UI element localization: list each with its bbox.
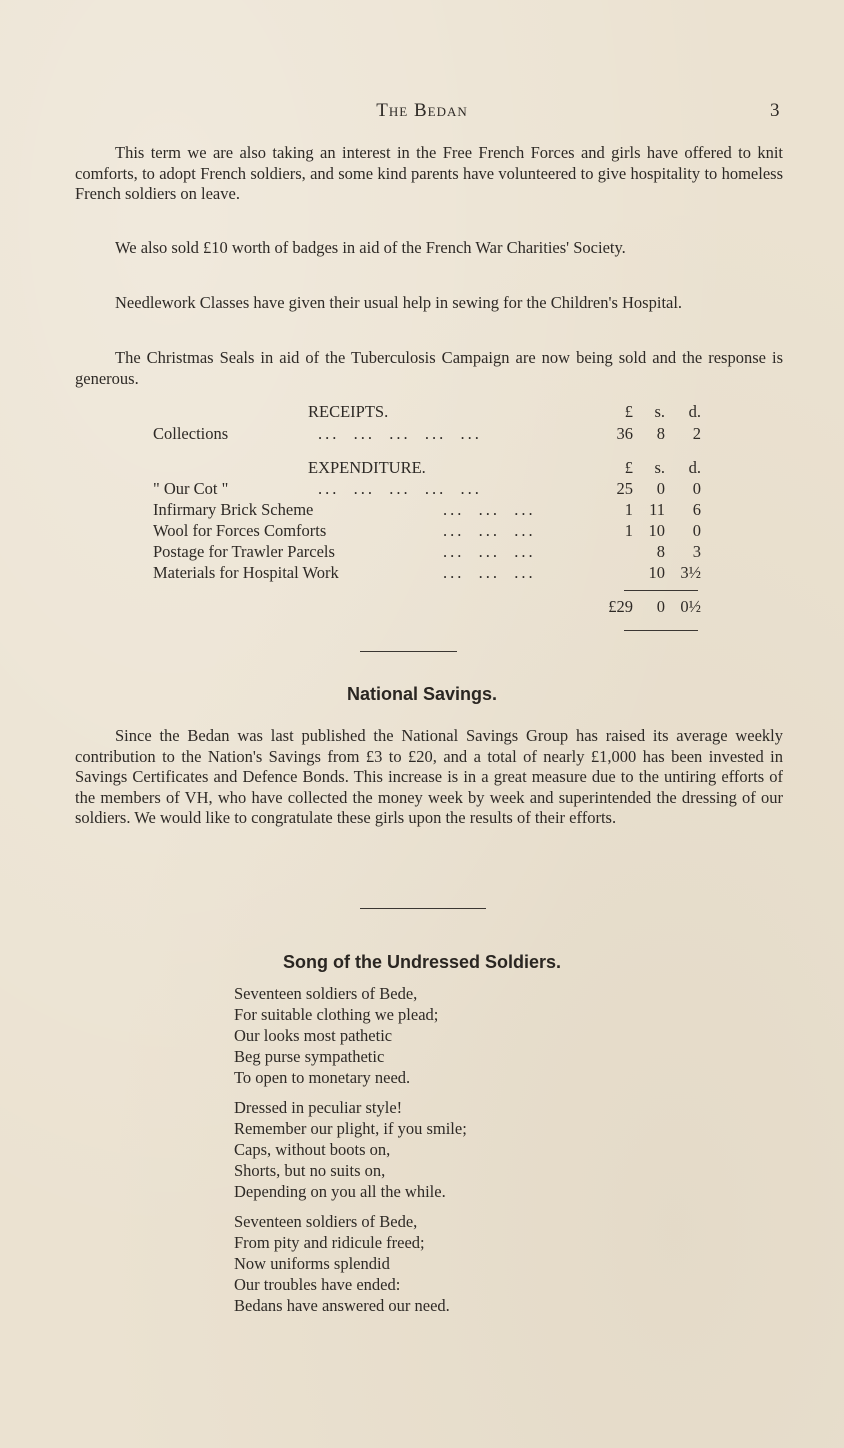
poem-line: Seventeen soldiers of Bede, xyxy=(234,984,418,1003)
national-savings-heading: National Savings. xyxy=(346,684,498,704)
total-rule-bottom xyxy=(624,630,698,631)
poem-stanza-3 xyxy=(234,1211,734,1316)
row-shillings: 10 xyxy=(648,521,665,540)
page-number: 3 xyxy=(770,100,780,121)
table-row xyxy=(153,479,713,499)
leader-dots: ... ... ... xyxy=(443,563,536,582)
row-pounds: 1 xyxy=(624,521,633,540)
poem-line: Depending on you all the while. xyxy=(234,1182,446,1201)
leader-dots: ... ... ... ... ... xyxy=(318,479,482,498)
paragraph-free-french: This term we are also taking an interest in the Free French Forces and girls have offered to knit comforts, to adopt French soldiers, and some kind parents have volunteered to give hospitality to homeless French soldiers on leave. xyxy=(75,143,783,203)
paragraph-needlework: Needlework Classes have given their usual help in sewing for the Children's Hospital. xyxy=(115,293,683,312)
total-shillings: 0 xyxy=(656,597,665,616)
poem-line: For suitable clothing we plead; xyxy=(234,1005,439,1024)
row-pounds: 36 xyxy=(616,424,633,443)
poem-stanza-2 xyxy=(234,1097,734,1202)
row-shillings: 10 xyxy=(648,563,665,582)
row-label: Wool for Forces Comforts xyxy=(153,521,327,540)
paragraph-christmas-seals: The Christmas Seals in aid of the Tuberculosis Campaign are now being sold and the response is generous. xyxy=(75,348,783,388)
row-pence: 3½ xyxy=(680,563,701,582)
poem-line: Bedans have answered our need. xyxy=(234,1296,450,1315)
table-row xyxy=(153,521,713,541)
row-label: Materials for Hospital Work xyxy=(153,563,339,582)
table-row xyxy=(153,424,713,444)
total-pounds: £29 xyxy=(608,597,633,616)
total-rule-top xyxy=(624,590,698,591)
row-pounds: 25 xyxy=(616,479,633,498)
pounds-column-header: £ xyxy=(624,458,633,477)
row-label: Postage for Trawler Parcels xyxy=(153,542,335,561)
poem-line: Dressed in peculiar style! xyxy=(234,1098,403,1117)
song-heading: Song of the Undressed Soldiers. xyxy=(282,952,562,972)
poem-line: Seventeen soldiers of Bede, xyxy=(234,1212,418,1231)
table-row xyxy=(153,500,713,520)
leader-dots: ... ... ... xyxy=(443,500,536,519)
poem-line: Caps, without boots on, xyxy=(234,1140,391,1159)
poem-line: Shorts, but no suits on, xyxy=(234,1161,386,1180)
paragraph-badges: We also sold £10 worth of badges in aid of the French War Charities' Society. xyxy=(115,238,626,257)
running-header-title: The Bedan xyxy=(376,100,468,121)
leader-dots: ... ... ... ... ... xyxy=(318,424,482,443)
shillings-column-header: s. xyxy=(654,458,665,477)
row-shillings: 8 xyxy=(656,424,665,443)
poem-line: Our looks most pathetic xyxy=(234,1026,393,1045)
row-pence: 6 xyxy=(692,500,701,519)
shillings-column-header: s. xyxy=(654,402,665,421)
row-pence: 3 xyxy=(692,542,701,561)
row-label: Infirmary Brick Scheme xyxy=(153,500,314,519)
section-divider xyxy=(360,908,486,909)
table-row xyxy=(153,563,713,583)
poem-stanza-1 xyxy=(234,983,734,1088)
pence-column-header: d. xyxy=(688,402,701,421)
row-label: Collections xyxy=(153,424,229,443)
row-shillings: 11 xyxy=(649,500,665,519)
row-shillings: 0 xyxy=(656,479,665,498)
poem-line: Remember our plight, if you smile; xyxy=(234,1119,467,1138)
row-pence: 2 xyxy=(692,424,701,443)
poem-line: To open to monetary need. xyxy=(234,1068,411,1087)
national-savings-paragraph: Since the Bedan was last published the National Savings Group has raised its average weekly contribution to the Nation's Savings from £3 to £20, and a total of nearly £1,000 has been invested in Savings Certificates and Defence Bonds. This increase is in a great measure due to the untiring efforts of the members of VH, who have collected the money week by week and superintended the dressing of our soldiers. We would like to congratulate these girls upon the results of their efforts. xyxy=(75,726,783,827)
section-divider xyxy=(360,651,457,652)
leader-dots: ... ... ... xyxy=(443,521,536,540)
total-pence: 0½ xyxy=(680,597,701,616)
poem-line: From pity and ridicule freed; xyxy=(234,1233,425,1252)
row-shillings: 8 xyxy=(656,542,665,561)
expenditure-heading-row xyxy=(153,458,713,478)
row-pounds: 1 xyxy=(624,500,633,519)
receipts-heading-row xyxy=(153,402,713,422)
expenditure-heading: EXPENDITURE. xyxy=(308,458,426,477)
pence-column-header: d. xyxy=(688,458,701,477)
row-label: " Our Cot " xyxy=(153,479,229,498)
table-row xyxy=(153,542,713,562)
total-row xyxy=(153,597,713,617)
row-pence: 0 xyxy=(692,479,701,498)
poem-line: Now uniforms splendid xyxy=(234,1254,390,1273)
poem-line: Beg purse sympathetic xyxy=(234,1047,385,1066)
receipts-heading: RECEIPTS. xyxy=(308,402,389,421)
leader-dots: ... ... ... xyxy=(443,542,536,561)
poem-line: Our troubles have ended: xyxy=(234,1275,401,1294)
pounds-column-header: £ xyxy=(624,402,633,421)
row-pence: 0 xyxy=(692,521,701,540)
